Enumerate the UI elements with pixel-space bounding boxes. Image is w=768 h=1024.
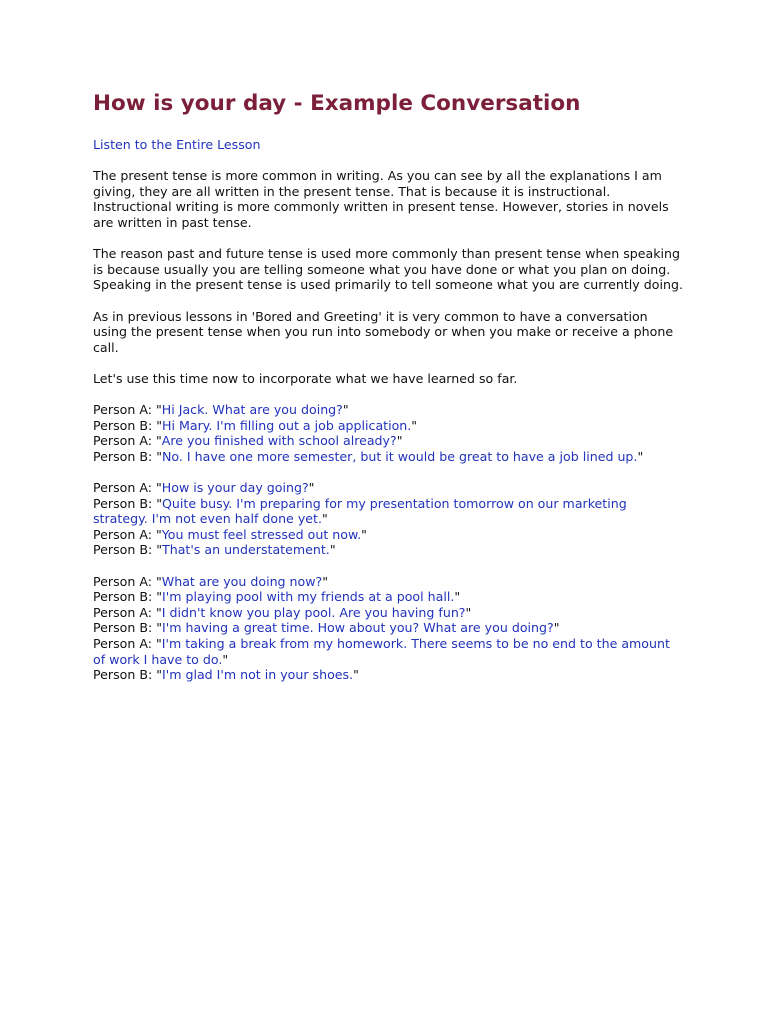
quote-text: I'm taking a break from my homework. There seems to be no end to the amount of work I have to do.: [93, 636, 670, 667]
speaker-label: Person B:: [93, 448, 157, 464]
dialogue-line: [93, 402, 683, 418]
quote-text: I didn't know you play pool. Are you having fun?: [161, 604, 466, 620]
dialogue-line: [93, 636, 683, 667]
speaker-label: Person A:: [93, 573, 156, 589]
speaker-label: Person B:: [93, 620, 157, 636]
speaker-label: Person A:: [93, 480, 156, 496]
quote-mark: ": [411, 417, 418, 433]
dialogue-line: [93, 589, 683, 605]
quote-mark: ": [342, 402, 349, 418]
quote-text: How is your day going?: [161, 480, 309, 496]
speaker-label: Person B:: [93, 667, 157, 683]
quote-mark: ": [361, 526, 367, 542]
quote-mark: ": [156, 542, 163, 558]
quote-text: Quite busy. I'm preparing for my presentation tomorrow on our marketing strategy. I'm not even half done yet.: [93, 495, 627, 527]
document-page: [93, 88, 683, 698]
page-title: How is your day - Example Conversation: [93, 91, 581, 116]
dialogue-line: [93, 527, 683, 543]
quote-mark: ": [155, 573, 162, 589]
speaker-label: Person A:: [93, 433, 156, 449]
dialogue-line: [93, 574, 683, 590]
quote-mark: ": [155, 433, 162, 449]
quote-mark: ": [156, 589, 163, 605]
quote-mark: ": [155, 402, 162, 418]
quote-text: No. I have one more semester, but it would be great to have a job lined up.: [162, 448, 638, 464]
speaker-label: Person B:: [93, 589, 157, 605]
dialogue-line: [93, 496, 683, 527]
dialogue-line: [93, 620, 683, 636]
speaker-label: Person A:: [93, 526, 156, 542]
speaker-label: Person A:: [93, 604, 156, 620]
quote-mark: ": [553, 620, 560, 636]
quote-text: I'm having a great time. How about you? What are you doing?: [162, 620, 554, 636]
quote-text: Hi Jack. What are you doing?: [161, 402, 343, 418]
dialogue-line: [93, 418, 683, 434]
quote-mark: ": [222, 651, 229, 667]
quote-mark: ": [322, 573, 329, 589]
quote-mark: ": [321, 511, 328, 527]
quote-text: Hi Mary. I'm filling out a job application.: [162, 417, 412, 433]
dialogue-block-3: [93, 574, 683, 683]
paragraph-present-tense-writing: The present tense is more common in writing. As you can see by all the explanations I am giving, they are all written in the present tense. That is because it is instructional. Instructional writing is more commonly written in present tense. However, stories in novels are written in past tense.: [93, 168, 669, 230]
speaker-label: Person B:: [93, 542, 157, 558]
quote-text: I'm playing pool with my friends at a pool hall.: [162, 589, 455, 605]
quote-mark: ": [637, 448, 644, 464]
quote-text: What are you doing now?: [161, 573, 323, 589]
dialogue-line: [93, 667, 683, 683]
dialogue-line: [93, 433, 683, 449]
quote-mark: ": [156, 620, 163, 636]
quote-mark: ": [308, 480, 315, 496]
quote-mark: ": [155, 480, 162, 496]
quote-mark: ": [329, 542, 336, 558]
quote-mark: ": [465, 604, 472, 620]
quote-text: I'm glad I'm not in your shoes.: [162, 667, 354, 683]
quote-mark: ": [155, 604, 162, 620]
document-body: [93, 168, 683, 683]
dialogue-line: [93, 542, 683, 558]
quote-mark: ": [156, 495, 163, 511]
quote-text: That's an understatement.: [162, 542, 330, 558]
quote-mark: ": [454, 589, 461, 605]
listen-lesson-link[interactable]: Listen to the Entire Lesson: [93, 137, 261, 152]
quote-mark: ": [155, 636, 162, 651]
speaker-label: Person A:: [93, 402, 156, 418]
dialogue-line: [93, 480, 683, 496]
dialogue-line: [93, 605, 683, 621]
paragraph-incorporate: Let's use this time now to incorporate what we have learned so far.: [93, 370, 518, 386]
dialogue-block-2: [93, 480, 683, 558]
paragraph-speaking-tense: The reason past and future tense is used more commonly than present tense when speaking is because usually you are telling someone what you have done or what you plan on doing. Speaking in the present tense is used primarily to tell someone what you are currently doing.: [93, 246, 683, 293]
dialogue-line: [93, 449, 683, 465]
quote-mark: ": [353, 667, 359, 683]
dialogue-block-1: [93, 402, 683, 464]
speaker-label: Person B:: [93, 417, 157, 433]
quote-mark: ": [156, 417, 163, 433]
quote-mark: ": [156, 448, 163, 464]
quote-mark: ": [155, 526, 162, 542]
quote-mark: ": [396, 433, 403, 449]
speaker-label: Person A:: [93, 636, 156, 651]
quote-mark: ": [156, 667, 163, 683]
paragraph-previous-lessons: As in previous lessons in 'Bored and Greeting' it is very common to have a conversation using the present tense when you run into somebody or when you make or receive a phone call.: [93, 308, 674, 355]
quote-text: You must feel stressed out now.: [161, 526, 362, 542]
speaker-label: Person B:: [93, 495, 157, 511]
quote-text: Are you finished with school already?: [161, 433, 397, 449]
